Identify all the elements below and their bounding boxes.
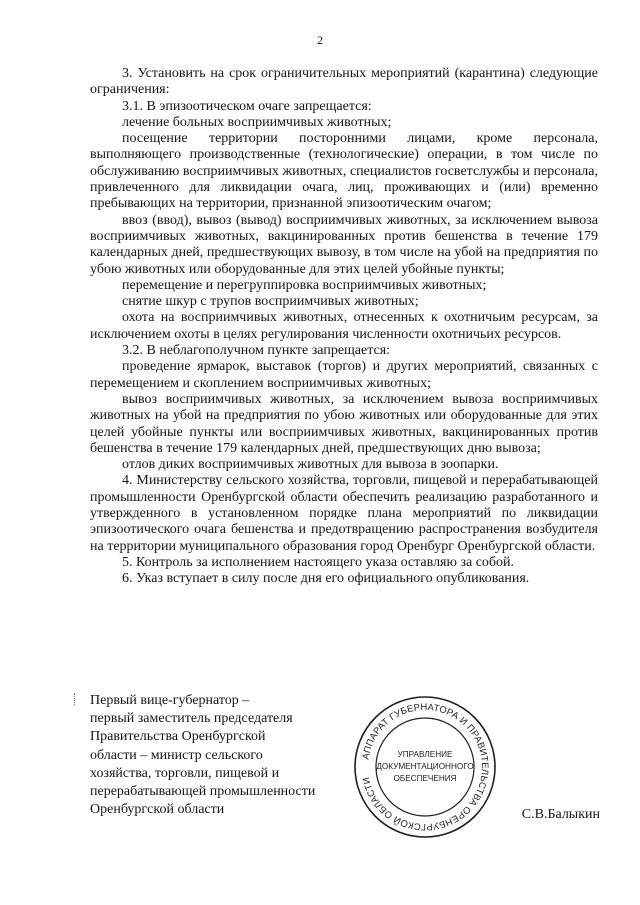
paragraph-3-1: 3.1. В эпизоотическом очаге запрещается:	[122, 98, 372, 114]
signatory-line: хозяйства, торговли, пищевой и	[90, 765, 280, 781]
paragraph-3: 3. Установить на срок ограничительных мероприятий (карантина) следующие ограничения:	[90, 66, 598, 98]
signatory-line: первый заместитель председателя	[90, 711, 293, 727]
decree-body	[90, 66, 598, 588]
paragraph-3-2-item-capture: отлов диких восприимчивых животных для вывоза в зоопарки.	[122, 457, 499, 473]
paragraph-3-1-item-import-export: ввоз (ввод), вывоз (вывод) восприимчивых животных, за исключением вывоза восприимчивых животных, вакцинированных против бешенства в течение 179 календарных дней, предшествующих вывозу, в том числе на убой на предприятия по убою животных или оборудованные для этих целей убойные пункты;	[90, 212, 598, 277]
signatory-name: С.В.Балыкин	[521, 807, 600, 822]
signatory-line: Оренбургской области	[90, 802, 225, 818]
paragraph-6: 6. Указ вступает в силу после дня его официального опубликования.	[122, 571, 530, 587]
paragraph-3-1-item-hunting: охота на восприимчивых животных, отнесенных к охотничьим ресурсам, за исключением охоты в целях регулирования численности охотничьих ресурсов.	[90, 310, 598, 342]
paragraph-3-1-item-treatment: лечение больных восприимчивых животных;	[122, 114, 392, 130]
signatory-line: перерабатывающей промышленности	[90, 784, 316, 800]
signatory-line: области – министр сельского	[90, 747, 263, 763]
official-stamp	[352, 694, 498, 840]
paragraph-5: 5. Контроль за исполнением настоящего указа оставляю за собой.	[122, 554, 515, 570]
paragraph-3-1-item-visits: посещение территории посторонними лицами, кроме персонала, выполняющего производственные (технологические) операции, в том числе по обслуживанию восприимчивых животных, специалистов госветслужбы и персонала, привлеченного для ликвидации очага, лиц, проживающих и (или) временно пребывающих на территории, признанной эпизоотическим очагом;	[90, 131, 598, 212]
paragraph-3-2-item-export: вывоз восприимчивых животных, за исключением вывоза восприимчивых животных на убой на предприятия по убою животных или оборудованные для этих целей убойные пункты или восприимчивых животных, вакцинированных против бешенства в течение 179 календарных дней, предшествующих дню вывоза;	[90, 391, 598, 456]
page-number: 2	[317, 33, 323, 47]
paragraph-3-1-item-skinning: снятие шкур с трупов восприимчивых животных;	[122, 294, 419, 310]
paragraph-3-2: 3.2. В неблагополучном пункте запрещается:	[122, 343, 391, 359]
signatory-title	[90, 692, 360, 819]
signatory-line: Правительства Оренбургской	[90, 729, 266, 745]
paragraph-3-2-item-fairs: проведение ярмарок, выставок (торгов) и других мероприятий, связанных с перемещением и скоплением восприимчивых животных;	[90, 359, 598, 391]
signatory-line: Первый вице-губернатор –	[90, 693, 250, 708]
stamp-center-line: ДОКУМЕНТАЦИОННОГО	[376, 762, 474, 771]
stamp-center-line: ОБЕСПЕЧЕНИЯ	[393, 774, 457, 783]
stamp-center-line: УПРАВЛЕНИЕ	[397, 750, 453, 759]
stamp-ring-text: АППАРАТ ГУБЕРНАТОРА И ПРАВИТЕЛЬСТВА ОРЕНБУРГСКОЙ ОБЛАСТИ	[359, 700, 492, 834]
paragraph-3-1-item-regrouping: перемещение и перегруппировка восприимчивых животных;	[122, 277, 487, 293]
margin-mark	[74, 693, 77, 705]
paragraph-4: 4. Министерству сельского хозяйства, торговли, пищевой и перерабатывающей промышленности Оренбургской области обеспечить реализацию разработанного и утвержденного в установленном порядке плана мероприятий по ликвидации эпизоотического очага бешенства и предотвращению распространения возбудителя на территории муниципального образования город Оренбург Оренбургской области.	[90, 473, 598, 554]
